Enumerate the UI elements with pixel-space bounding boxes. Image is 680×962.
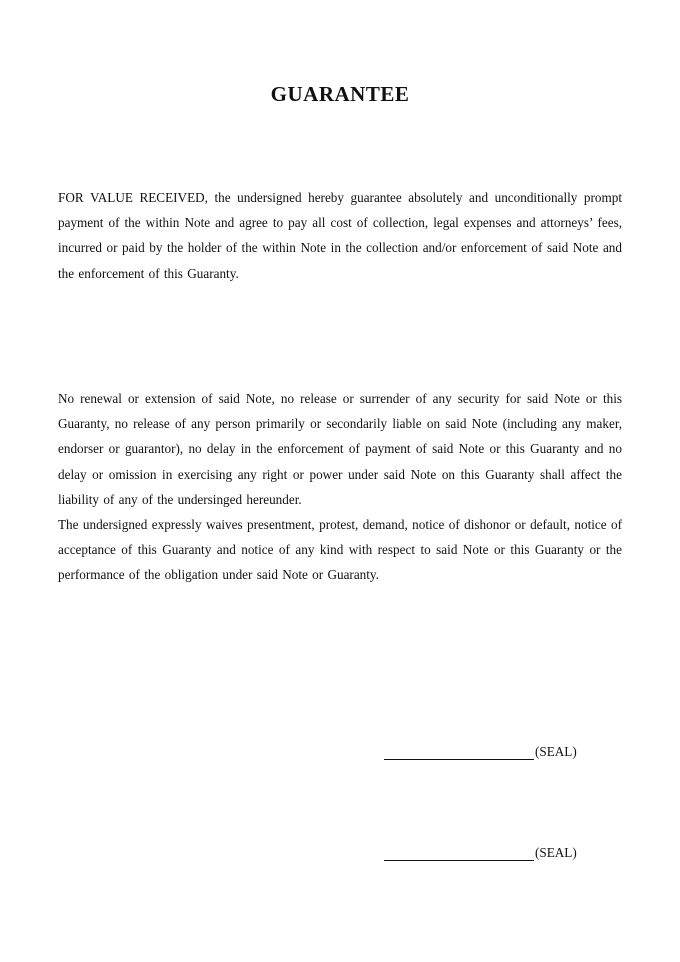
signature-block-1 <box>384 740 577 760</box>
signature-block-2 <box>384 841 577 861</box>
seal-label-1: (SEAL) <box>535 744 577 759</box>
paragraph-value-received: FOR VALUE RECEIVED, the undersigned hereby guarantee absolutely and unconditionally prompt payment of the within Note and agree to pay all cost of collection, legal expenses and attorneys’ fees, incurred or paid by the holder of the within Note in the collection and/or enforcement of said Note and the enforcement of this Guaranty. <box>58 190 622 281</box>
signature-line-2[interactable] <box>384 844 534 861</box>
document-title: GUARANTEE <box>270 82 410 106</box>
seal-label-2: (SEAL) <box>535 845 577 860</box>
paragraph-no-release: No renewal or extension of said Note, no release or surrender of any security for said Note or this Guaranty, no release of any person primarily or secondarily liable on said Note (including any maker, endorser or guarantor), no delay in the enforcement of payment of said Note or this Guaranty and no delay or omission in exercising any right or power under said Note on this Guaranty shall affect the liability of any of the undersinged hereunder. <box>58 391 622 507</box>
signature-line-1[interactable] <box>384 743 534 760</box>
paragraph-waiver: The undersigned expressly waives presentment, protest, demand, notice of dishonor or default, notice of acceptance of this Guaranty and notice of any kind with respect to said Note or this Guaranty or the performance of the obligation under said Note or Guaranty. <box>58 517 622 583</box>
